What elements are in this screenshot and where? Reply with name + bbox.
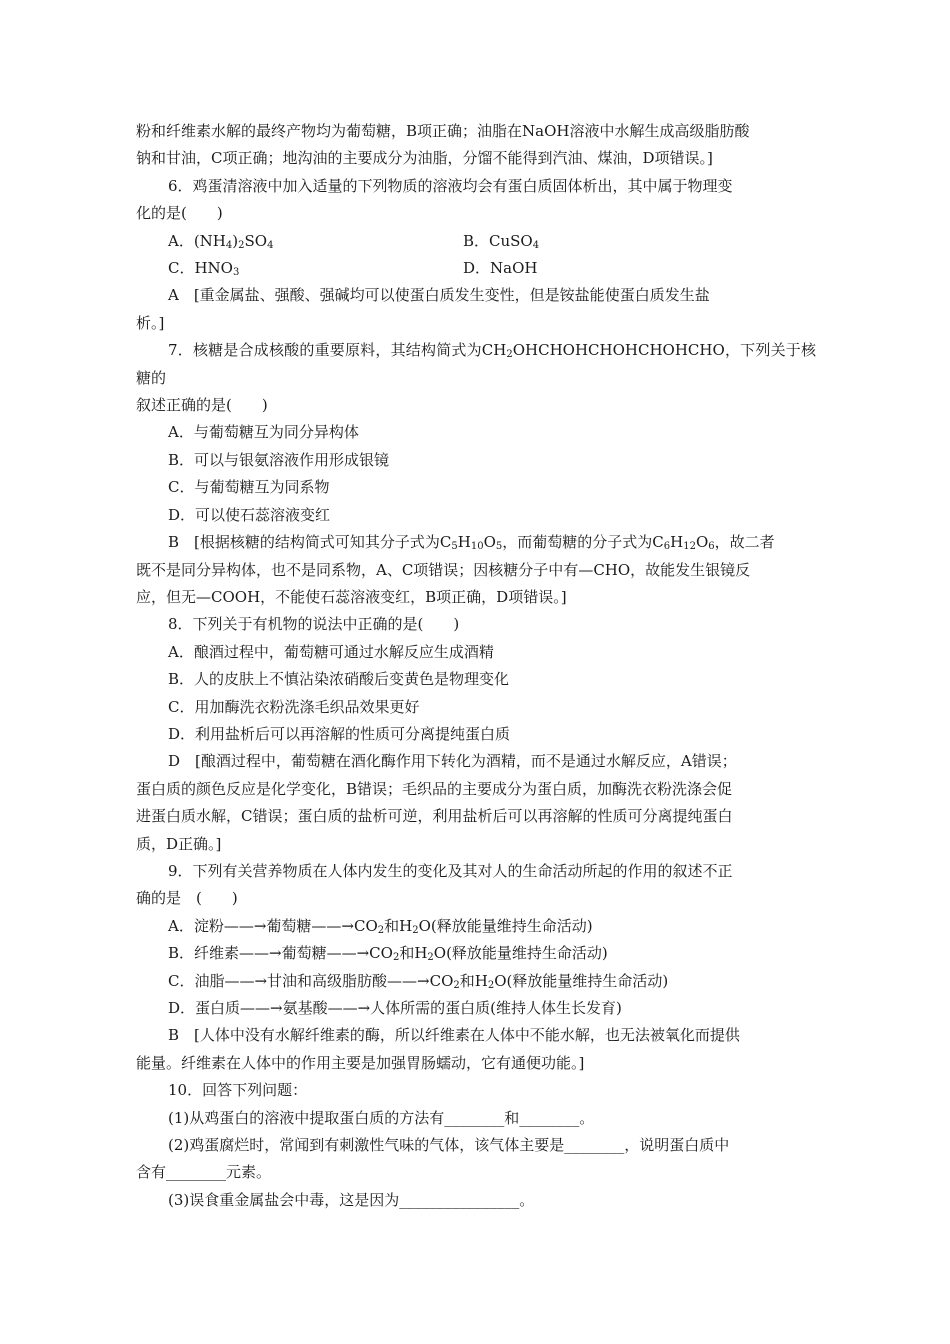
question7-option-c: C．与葡萄糖互为同系物 [168,478,330,497]
question7-option-b: B．可以与银氨溶液作用形成银镜 [168,450,390,469]
document-body [136,118,816,1214]
question10-stem: 10．回答下列问题： [168,1081,308,1100]
answer6-line1: A [重金属盐、强酸、强碱均可以使蛋白质发生变性，但是铵盐能使蛋白质发生盐 [168,286,710,305]
question9-stem-line1: 9．下列有关营养物质在人体内发生的变化及其对人的生命活动所起的作用的叙述不正 [168,861,733,880]
answer9-line2: 能量。纤维素在人体中的作用主要是加强胃肠蠕动，它有通便功能。] [136,1053,585,1072]
answer8-line2: 蛋白质的颜色反应是化学变化，B错误；毛织品的主要成分为蛋白质，加酶洗衣粉洗涤会促 [136,779,733,798]
question6-stem-line1: 6．鸡蛋清溶液中加入适量的下列物质的溶液均会有蛋白质固体析出，其中属于物理变 [168,176,733,195]
answer8-line4: 质，D正确。] [136,834,222,853]
answer7-line3: 应，但无—COOH，不能使石蕊溶液变红，B项正确，D项错误。] [136,587,567,606]
question6-option-c: C．$HNO_3$ [168,259,240,279]
question6-options-row1 [136,228,816,255]
answer7-line1: B [根据核糖的结构简式可知其分子式为$C_5H_{10}O_5$，而葡萄糖的分子式为$C_6H_{12}O_6$，故二者 [168,533,775,553]
question8-option-b: B．人的皮肤上不慎沾染浓硝酸后变黄色是物理变化 [168,670,510,689]
question7-stem-line2: 叙述正确的是( ) [136,396,268,415]
question6-options-row2 [136,255,816,282]
answer9-line1: B [人体中没有水解纤维素的酶，所以纤维素在人体中不能水解，也无法被氧化而提供 [168,1026,740,1045]
question10-part3: (3)误食重金属盐会中毒，这是因为________________。 [168,1190,535,1209]
question7-option-a: A．与葡萄糖互为同分异构体 [168,423,359,442]
question8-stem: 8．下列关于有机物的说法中正确的是( ) [168,615,460,634]
answer8-line1: D [酿酒过程中，葡萄糖在酒化酶作用下转化为酒精，而不是通过水解反应，A错误； [168,752,737,771]
answer5-continued-line2: 钠和甘油，C项正确；地沟油的主要成分为油脂，分馏不能得到汽油、煤油，D项错误。] [136,149,713,168]
answer5-continued-line1: 粉和纤维素水解的最终产物均为葡萄糖，B项正确；油脂在NaOH溶液中水解生成高级脂肪酸 [136,122,750,140]
answer8-line3: 进蛋白质水解，C错误；蛋白质的盐析可逆，利用盐析后可以再溶解的性质可分离提纯蛋白 [136,807,733,826]
question9-option-c: C．油脂——→甘油和高级脂肪酸$——\to CO_2$和$H_2O$(释放能量维持生命活动) [168,971,669,991]
question8-option-d: D．利用盐析后可以再溶解的性质可分离提纯蛋白质 [168,724,511,743]
question9-option-a: A．淀粉——→葡萄糖$——\to CO_2$和$H_2O$(释放能量维持生命活动) [168,916,593,936]
question6-stem-line2: 化的是( ) [136,204,223,223]
question8-option-a: A．酿酒过程中，葡萄糖可通过水解反应生成酒精 [168,642,494,661]
question7-stem-line1: 7．核糖是合成核酸的重要原料，其结构简式为$CH_2OHCHOHCHOHCHOHCHO$，下列关于核糖的 [136,341,816,387]
question9-stem-line2: 确的是 ( ) [136,889,238,908]
question8-option-c: C．用加酶洗衣粉洗涤毛织品效果更好 [168,697,420,716]
question6-option-d: D．NaOH [463,259,538,278]
question9-option-d: D．蛋白质——→氨基酸——→人体所需的蛋白质(维持人体生长发育) [168,999,622,1017]
question7-option-d: D．可以使石蕊溶液变红 [168,505,331,524]
answer7-line2: 既不是同分异构体，也不是同系物，A、C项错误；因核糖分子中有—CHO，故能发生银镜反 [136,560,751,579]
question6-option-a: A．$(NH_4)_2SO_4$ [168,231,274,251]
question10-part2-line1: (2)鸡蛋腐烂时，常闻到有刺激性气味的气体，该气体主要是________，说明蛋白质中 [168,1136,730,1155]
question10-part1: (1)从鸡蛋白的溶液中提取蛋白质的方法有________和________。 [168,1108,595,1127]
question9-option-b: B．纤维素——→葡萄糖$——\to CO_2$和$H_2O$(释放能量维持生命活动) [168,944,608,964]
question6-option-b: B．CuSO$_4$ [463,231,540,251]
question10-part2-line2: 含有________元素。 [136,1163,272,1182]
answer6-line2: 析。] [136,313,165,332]
